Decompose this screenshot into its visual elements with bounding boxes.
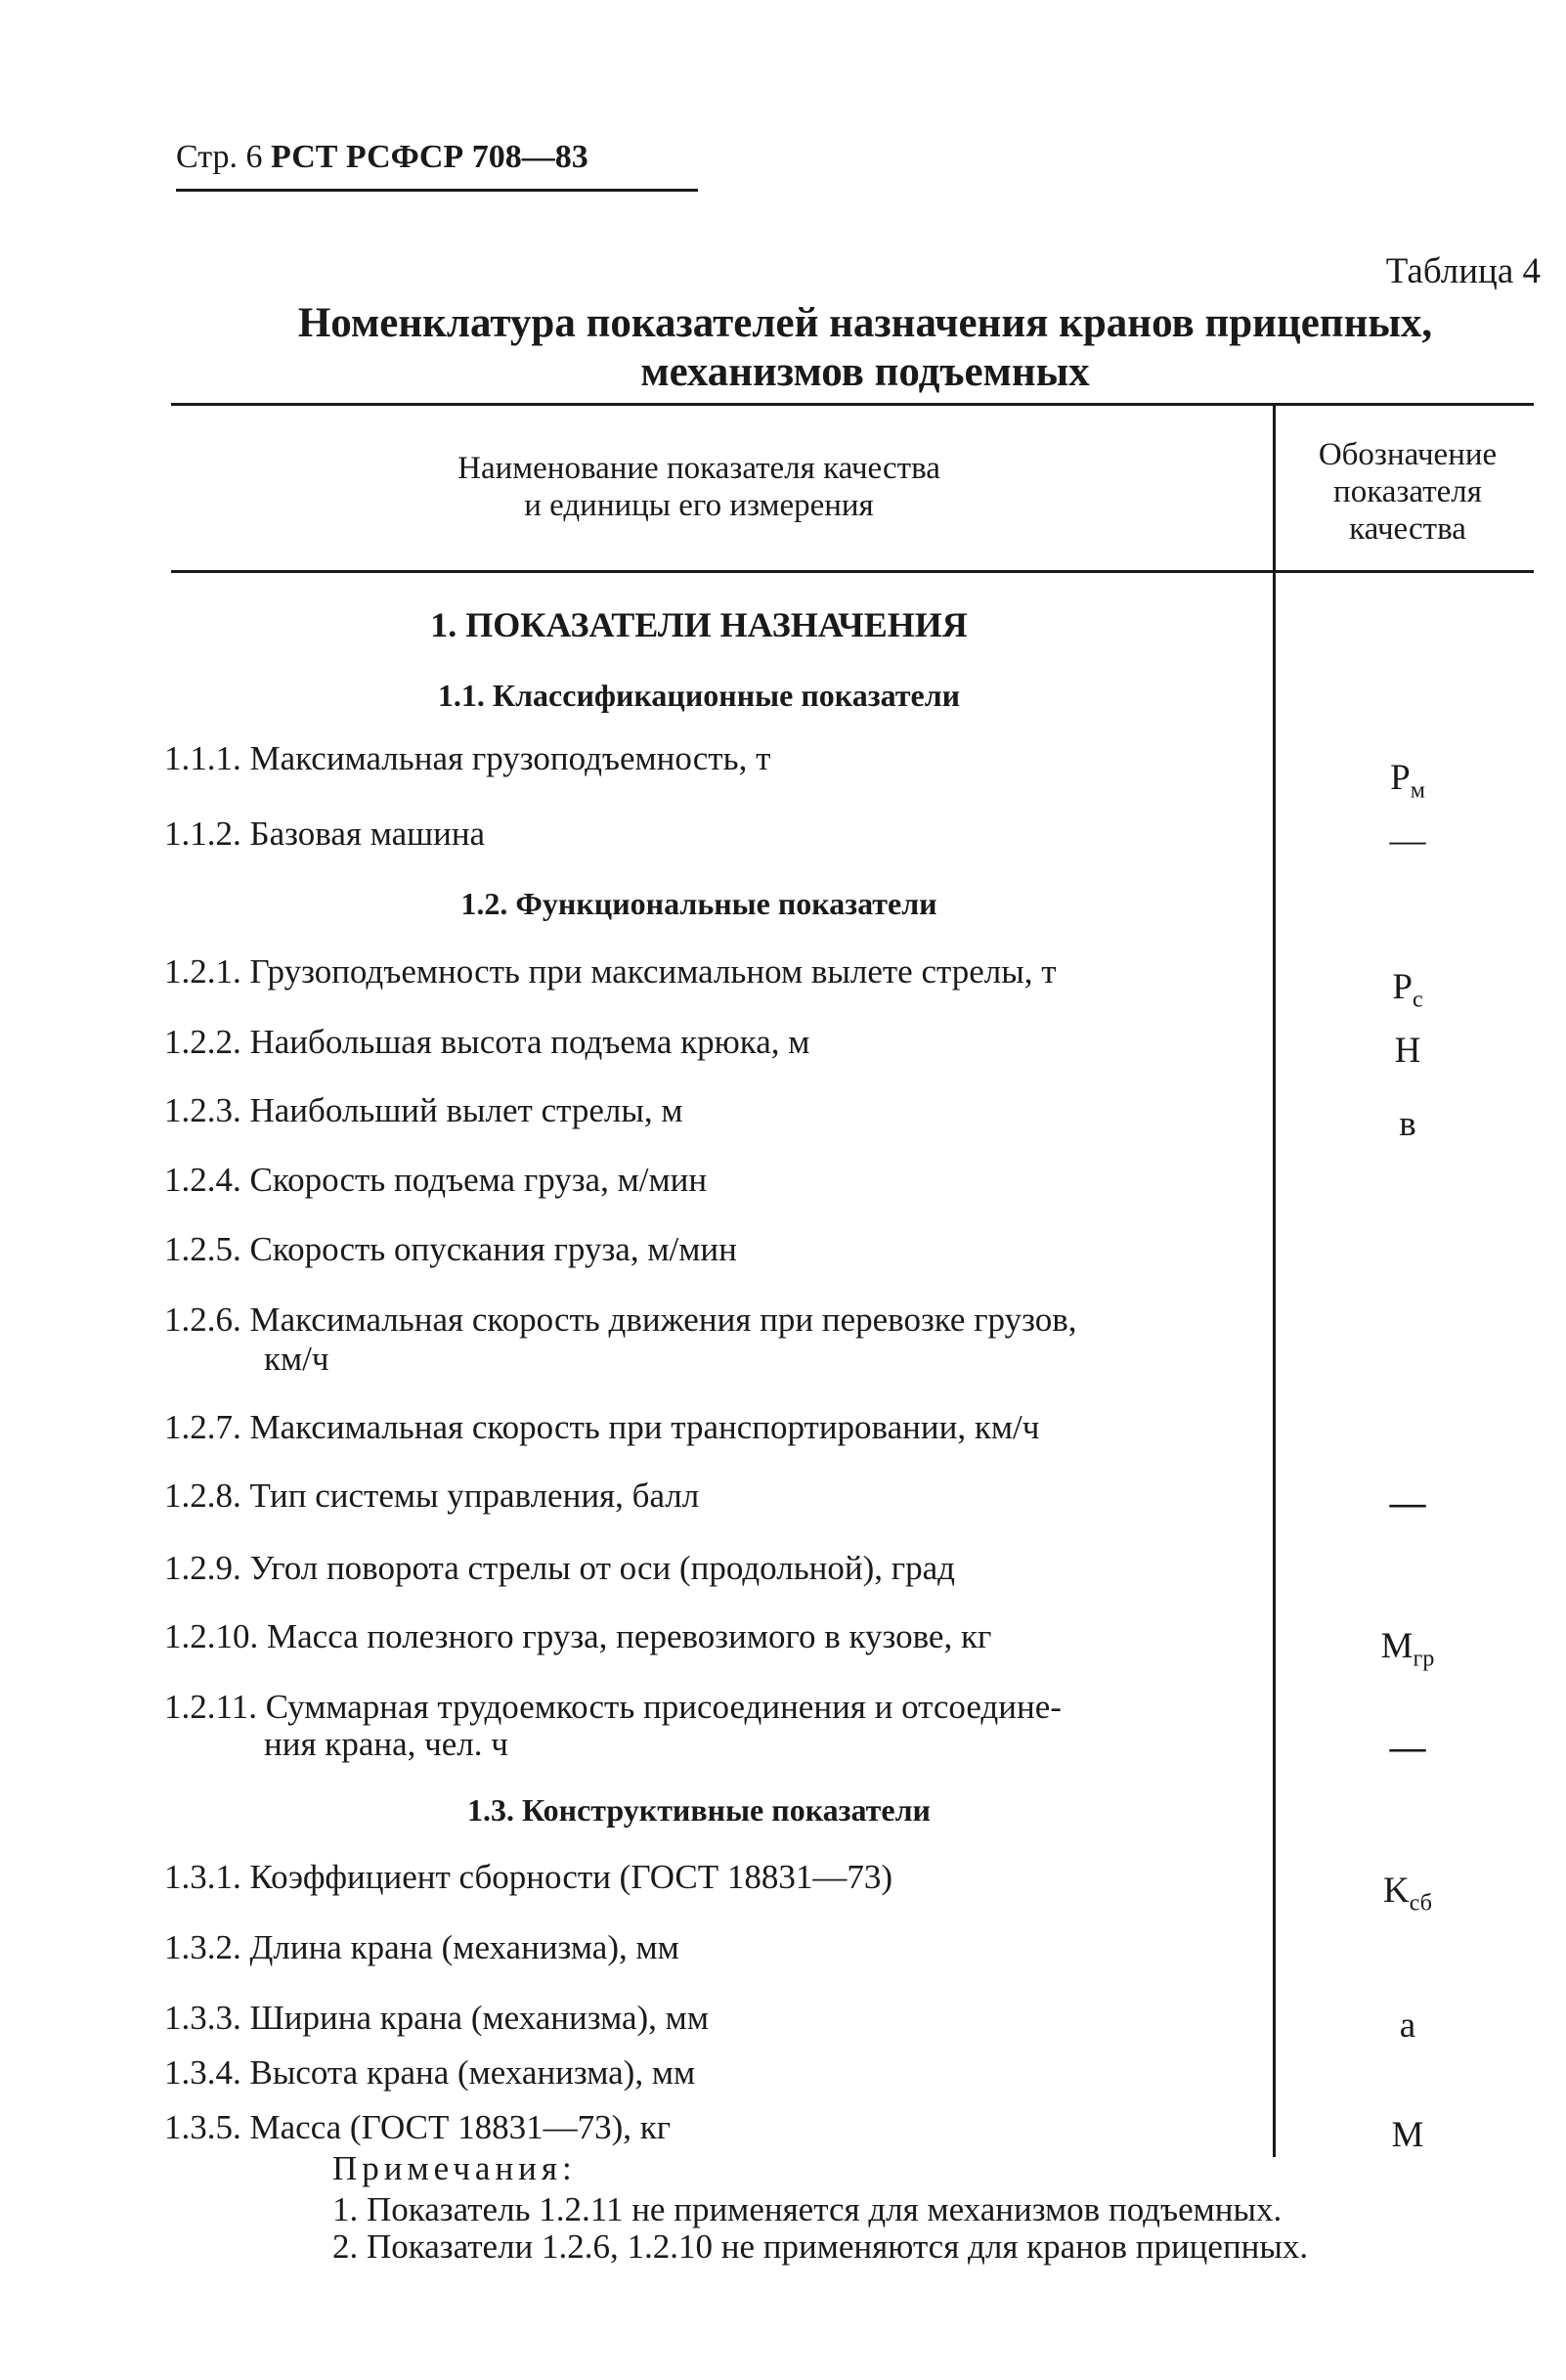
row-text: Угол поворота стрелы от оси (продольной), град xyxy=(249,1549,955,1587)
section-heading: 1. ПОКАЗАТЕЛИ НАЗНАЧЕНИЯ xyxy=(430,605,968,644)
table-row xyxy=(164,1688,1062,1727)
notes-heading: Примечания: xyxy=(332,2149,577,2187)
row-number: 1.2.2. xyxy=(164,1023,241,1061)
row-symbol: $K_{сб}$ xyxy=(1383,1871,1432,1917)
row-symbol: a xyxy=(1399,2005,1416,2046)
table-row xyxy=(164,1928,679,1967)
row-number: 1.2.11. xyxy=(164,1688,257,1726)
table-label: Таблица 4 xyxy=(1385,251,1541,291)
group-heading-1-2: 1.2. Функциональные показатели xyxy=(460,886,937,921)
row-text: Длина крана (механизма), мм xyxy=(249,1928,679,1966)
column-header-name-line1: Наименование показателя качества xyxy=(457,451,940,486)
row-text: Скорость опускания груза, м/мин xyxy=(249,1230,737,1268)
row-symbol: H xyxy=(1394,1031,1421,1071)
table-title-line1: Номенклатура показателей назначения кранов прицепных, xyxy=(297,300,1433,346)
row-symbol: — xyxy=(1389,1483,1426,1523)
note-item-2: 2. Показатели 1.2.6, 1.2.10 не применяются для кранов прицепных. xyxy=(332,2227,1309,2266)
row-symbol: — xyxy=(1389,1728,1426,1768)
table-row xyxy=(164,1476,699,1516)
table-row xyxy=(164,1617,991,1656)
row-symbol: $P_с$ xyxy=(1392,967,1423,1013)
row-text: Максимальная скорость при транспортировании, км/ч xyxy=(249,1408,1040,1446)
row-text: Наибольший вылет стрелы, м xyxy=(249,1091,683,1129)
row-number: 1.2.10. xyxy=(164,1617,259,1655)
row-text: Тип системы управления, балл xyxy=(249,1476,700,1515)
row-symbol: $P_м$ xyxy=(1390,758,1425,804)
row-text-continuation: ния крана, чел. ч xyxy=(264,1725,508,1763)
column-header-symbol-line2: показателя xyxy=(1333,474,1482,509)
table-row xyxy=(164,739,770,778)
table-row xyxy=(164,2053,695,2093)
table-row xyxy=(164,1549,955,1588)
page-header xyxy=(176,139,588,176)
row-number: 1.3.4. xyxy=(164,2053,241,2092)
row-number: 1.1.2. xyxy=(164,815,241,853)
row-number: 1.3.5. xyxy=(164,2108,241,2146)
column-header-name-line2: и единицы его измерения xyxy=(524,488,874,523)
table-header-rule xyxy=(171,570,1534,573)
table-row xyxy=(164,1161,707,1200)
row-number: 1.2.9. xyxy=(164,1549,241,1587)
row-number: 1.1.1. xyxy=(164,739,241,777)
table-row xyxy=(164,1230,737,1269)
row-text: Высота крана (механизма), мм xyxy=(249,2053,696,2092)
group-heading-1-1: 1.1. Классификационные показатели xyxy=(437,678,961,713)
page-number: Стр. 6 xyxy=(176,139,263,175)
row-number: 1.2.5. xyxy=(164,1230,241,1268)
row-number: 1.2.8. xyxy=(164,1476,241,1515)
table-row xyxy=(164,1408,1039,1447)
row-number: 1.2.7. xyxy=(164,1408,241,1446)
table-row xyxy=(164,2108,671,2147)
table-row xyxy=(164,1300,1076,1340)
row-text: Грузоподъемность при максимальном вылете стрелы, т xyxy=(249,952,1057,991)
row-number: 1.3.1. xyxy=(164,1858,241,1896)
table-title-line2: механизмов подъемных xyxy=(640,349,1090,395)
row-number: 1.3.3. xyxy=(164,1999,241,2037)
table-row xyxy=(164,1091,683,1130)
header-underline xyxy=(176,189,698,192)
standard-code: РСТ РСФСР 708—83 xyxy=(271,139,588,175)
body-column-divider xyxy=(1273,573,1276,2157)
row-text: Скорость подъема груза, м/мин xyxy=(249,1161,708,1199)
table-row xyxy=(164,1858,892,1897)
row-text: Ширина крана (механизма), мм xyxy=(249,1999,709,2037)
row-text: Масса полезного груза, перевозимого в кузове, кг xyxy=(267,1617,992,1655)
row-symbol: в xyxy=(1399,1104,1416,1144)
table-row xyxy=(164,815,485,854)
row-text: Наибольшая высота подъема крюка, м xyxy=(249,1023,810,1061)
row-text-continuation: км/ч xyxy=(264,1340,329,1378)
table-row xyxy=(164,952,1057,992)
row-number: 1.2.6. xyxy=(164,1300,241,1339)
row-text: Масса (ГОСТ 18831—73), кг xyxy=(249,2108,672,2146)
table-row xyxy=(164,1999,709,2038)
row-text: Максимальная скорость движения при перевозке грузов, xyxy=(249,1300,1077,1339)
column-header-symbol-line1: Обозначение xyxy=(1318,437,1498,472)
table-row xyxy=(164,1023,809,1062)
row-text: Коэффициент сборности (ГОСТ 18831—73) xyxy=(249,1858,893,1896)
column-header-name xyxy=(171,450,1227,524)
note-item-1: 1. Показатель 1.2.11 не применяется для механизмов подъемных. xyxy=(332,2190,1283,2228)
row-number: 1.2.4. xyxy=(164,1161,241,1199)
row-symbol: M xyxy=(1391,2115,1424,2155)
row-text: Базовая машина xyxy=(249,815,486,853)
row-symbol: — xyxy=(1389,820,1426,860)
row-number: 1.2.3. xyxy=(164,1091,241,1129)
row-number: 1.2.1. xyxy=(164,952,241,991)
row-text: Максимальная грузоподъемность, т xyxy=(249,739,771,777)
group-heading-1-3: 1.3. Конструктивные показатели xyxy=(467,1792,931,1828)
column-header-symbol xyxy=(1281,436,1535,548)
row-number: 1.3.2. xyxy=(164,1928,241,1966)
column-header-symbol-line3: качества xyxy=(1349,511,1466,547)
row-symbol: $M_{гр}$ xyxy=(1380,1626,1435,1672)
table-top-rule xyxy=(171,403,1534,406)
row-text: Суммарная трудоемкость присоединения и отсоедине- xyxy=(265,1688,1062,1726)
header-column-divider xyxy=(1273,403,1276,571)
